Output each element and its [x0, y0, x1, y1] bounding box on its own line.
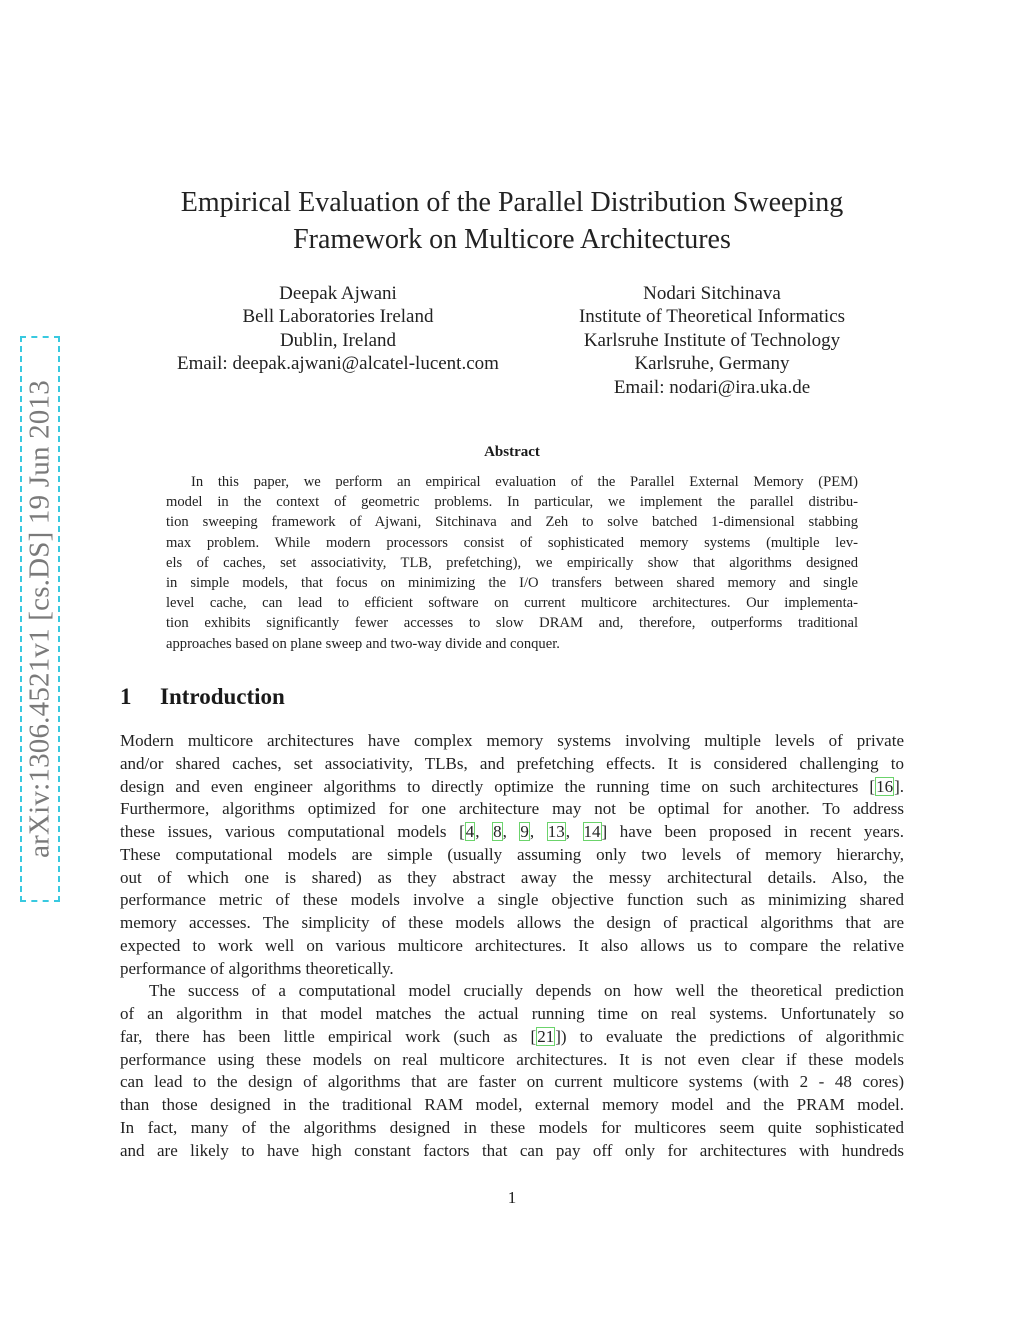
citation-link[interactable]: 8 [493, 822, 502, 841]
section-title: Introduction [160, 684, 285, 709]
abstract-line: model in the context of geometric problems. In particular, we implement the parallel distribu- [166, 494, 858, 511]
body-line: In fact, many of the algorithms designed in these models for multicores seem quite sophisticated [120, 1117, 904, 1137]
body-line: design and even engineer algorithms to directly optimize the running time on such architectures [16]. [120, 776, 904, 796]
body-line: far, there has been little empirical work (such as [21]) to evaluate the predictions of algorithmic [120, 1026, 904, 1046]
author-email[interactable]: Email: nodari@ira.uka.de [613, 376, 811, 398]
abstract-heading: Abstract [484, 444, 540, 460]
body-line: Modern multicore architectures have complex memory systems involving multiple levels of private [120, 731, 904, 750]
body-line: memory accesses. The simplicity of these models allows the design of practical algorithms that are [120, 913, 904, 932]
body-line: The success of a computational model crucially depends on how well the theoretical prediction [149, 981, 904, 1001]
abstract-line: tion sweeping framework of Ajwani, Sitchinava and Zeh to solve batched 1-dimensional stabbing [166, 514, 858, 531]
body-line: These computational models are simple (usually assuming only two levels of memory hierarchy, [120, 844, 904, 864]
citation-link[interactable]: 4 [465, 822, 475, 841]
section-heading-introduction [120, 684, 285, 710]
abstract-line: level cache, can lead to efficient software on current multicore architectures. Our implementa- [166, 595, 858, 612]
author-affiliation: Bell Laboratories Ireland [242, 306, 434, 328]
body-line: expected to work well on various multicore architectures. It also allows us to compare the relative [120, 935, 904, 955]
abstract-line: max problem. While modern processors consist of sophisticated memory systems (multiple lev- [166, 534, 858, 551]
title-line-1: Empirical Evaluation of the Parallel Distribution Sweeping [180, 187, 844, 218]
citation-link[interactable]: 13 [547, 822, 565, 841]
abstract-body [166, 472, 858, 654]
abstract-line: tion exhibits significantly fewer accesses to slow DRAM and, therefore, outperforms traditional [166, 615, 858, 632]
body-line: these issues, various computational models [4, 8, 9, 13, 14] have been proposed in recent years. [120, 822, 905, 841]
author-location: Dublin, Ireland [279, 329, 397, 351]
body-line: can lead to the design of algorithms that are faster on current multicore systems (with 2 - 48 cores) [120, 1072, 904, 1092]
body-line: performance using these models on real multicore architectures. It is not even clear if these models [120, 1049, 904, 1069]
body-line: performance metric of these models involve a single objective function such as minimizing shared [120, 890, 904, 910]
arxiv-identifier-text: arXiv:1306.4521v1 [cs.DS] 19 Jun 2013 [23, 380, 56, 858]
abstract-line: In this paper, we perform an empirical evaluation of the Parallel External Memory (PEM) [191, 474, 858, 490]
citation-link[interactable]: 9 [520, 822, 529, 841]
section-number: 1 [120, 684, 132, 709]
body-line: of an algorithm in that model matches the actual running time on real systems. Unfortunately so [120, 1004, 904, 1023]
body-line: Furthermore, algorithms optimized for one architecture may not be optimal for another. To address [120, 799, 904, 819]
paper-title [120, 184, 904, 258]
author-block-2 [512, 282, 912, 399]
author-name: Deepak Ajwani [279, 283, 397, 304]
citation-link[interactable]: 14 [583, 822, 601, 841]
author-location: Karlsruhe, Germany [634, 353, 790, 375]
abstract-line: in simple models, that focus on minimizing the I/O transfers between shared memory and single [166, 575, 858, 592]
body-line: out of which one is shared) as they abstract away the messy architectural details. Also, the [120, 867, 904, 887]
author-email[interactable]: Email: deepak.ajwani@alcatel-lucent.com [177, 353, 499, 375]
author-name: Nodari Sitchinava [643, 283, 781, 304]
title-line-2: Framework on Multicore Architectures [293, 224, 731, 255]
citation-link[interactable]: 21 [537, 1026, 555, 1046]
body-line: performance of algorithms theoretically. [120, 958, 394, 978]
body-line: and/or shared caches, set associativity, TLBs, and prefetching effects. It is considered challenging to [120, 753, 904, 773]
abstract-line: els of caches, set associativity, TLB, prefetching), we empirically show that algorithms designed [166, 554, 858, 571]
body-line: than those designed in the traditional RAM model, external memory model and the PRAM model. [120, 1095, 904, 1114]
body-line: and are likely to have high constant factors that can pay off only for architectures with hundreds [120, 1140, 904, 1160]
author-affiliation: Institute of Theoretical Informatics [578, 306, 846, 328]
author-institution: Karlsruhe Institute of Technology [583, 329, 841, 351]
introduction-body [120, 730, 904, 1162]
abstract-line: approaches based on plane sweep and two-way divide and conquer. [166, 635, 560, 652]
author-block-1 [138, 282, 538, 376]
arxiv-identifier-stamp [20, 336, 60, 902]
page-number: 1 [507, 1188, 517, 1207]
citation-link[interactable]: 16 [876, 776, 894, 796]
